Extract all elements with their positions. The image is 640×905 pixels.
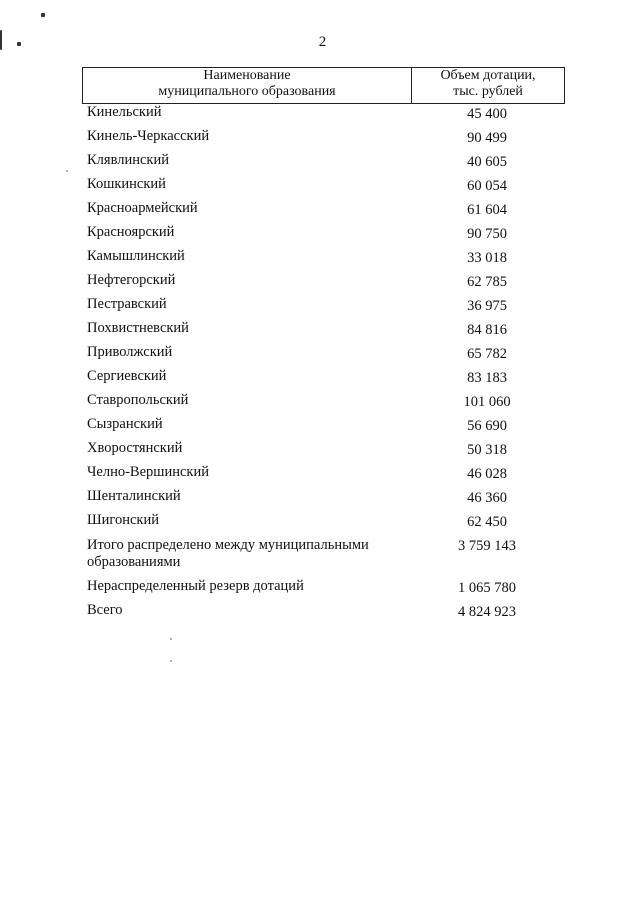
scan-dot-mark [170, 660, 172, 662]
subsidy-value: 46 028 [467, 466, 507, 482]
subsidy-value: 56 690 [467, 418, 507, 434]
header-name-line2: муниципального образования [158, 84, 336, 99]
subsidy-value: 36 975 [467, 298, 507, 314]
scan-dot-mark [66, 170, 68, 172]
subsidy-value: 45 400 [467, 106, 507, 122]
subsidy-value: 65 782 [467, 346, 507, 362]
subsidy-value: 62 785 [467, 274, 507, 290]
total-distributed-value: 3 759 143 [458, 538, 516, 554]
subsidy-value: 60 054 [467, 178, 507, 194]
total-distributed-label-line2: образованиями [87, 554, 181, 570]
grand-total-value: 4 824 923 [458, 604, 516, 620]
scan-speck-mark [41, 13, 45, 17]
municipality-name: Ставропольский [87, 392, 189, 408]
subsidy-value: 62 450 [467, 514, 507, 530]
header-name-line1: Наименование [203, 68, 291, 83]
header-value-column [412, 68, 564, 100]
municipality-name: Кинельский [87, 104, 162, 120]
municipality-name: Кинель-Черкасский [87, 128, 210, 144]
subsidy-value: 40 605 [467, 154, 507, 170]
municipality-name: Кошкинский [87, 176, 166, 192]
municipality-name: Шенталинский [87, 488, 181, 504]
total-distributed-label-line1: Итого распределено между муниципальными [87, 537, 369, 553]
municipality-name: Красноармейский [87, 200, 198, 216]
reserve-label: Нераспределенный резерв дотаций [87, 578, 304, 594]
grand-total-label: Всего [87, 602, 123, 618]
subsidy-value: 101 060 [463, 394, 511, 410]
municipality-name: Пестравский [87, 296, 167, 312]
municipality-name: Шигонский [87, 512, 159, 528]
subsidy-value: 83 183 [467, 370, 507, 386]
municipality-name: Сергиевский [87, 368, 167, 384]
reserve-value: 1 065 780 [458, 580, 516, 596]
municipality-name: Клявлинский [87, 152, 169, 168]
subsidy-value: 90 750 [467, 226, 507, 242]
municipality-name: Нефтегорский [87, 272, 176, 288]
subsidy-value: 33 018 [467, 250, 507, 266]
municipality-name: Похвистневский [87, 320, 189, 336]
page-number: 2 [318, 34, 327, 50]
header-name-column [83, 68, 411, 100]
subsidy-value: 84 816 [467, 322, 507, 338]
subsidy-value: 90 499 [467, 130, 507, 146]
municipality-name: Приволжский [87, 344, 173, 360]
subsidy-value: 61 604 [467, 202, 507, 218]
municipality-name: Камышлинский [87, 248, 185, 264]
municipality-name: Хворостянский [87, 440, 183, 456]
header-value-line1: Объем дотации, [440, 68, 536, 83]
subsidy-value: 46 360 [467, 490, 507, 506]
municipality-name: Красноярский [87, 224, 175, 240]
subsidy-value: 50 318 [467, 442, 507, 458]
municipality-name: Сызранский [87, 416, 163, 432]
municipality-name: Челно-Вершинский [87, 464, 209, 480]
header-value-line2: тыс. рублей [453, 84, 523, 99]
scan-dot-mark [170, 638, 172, 640]
